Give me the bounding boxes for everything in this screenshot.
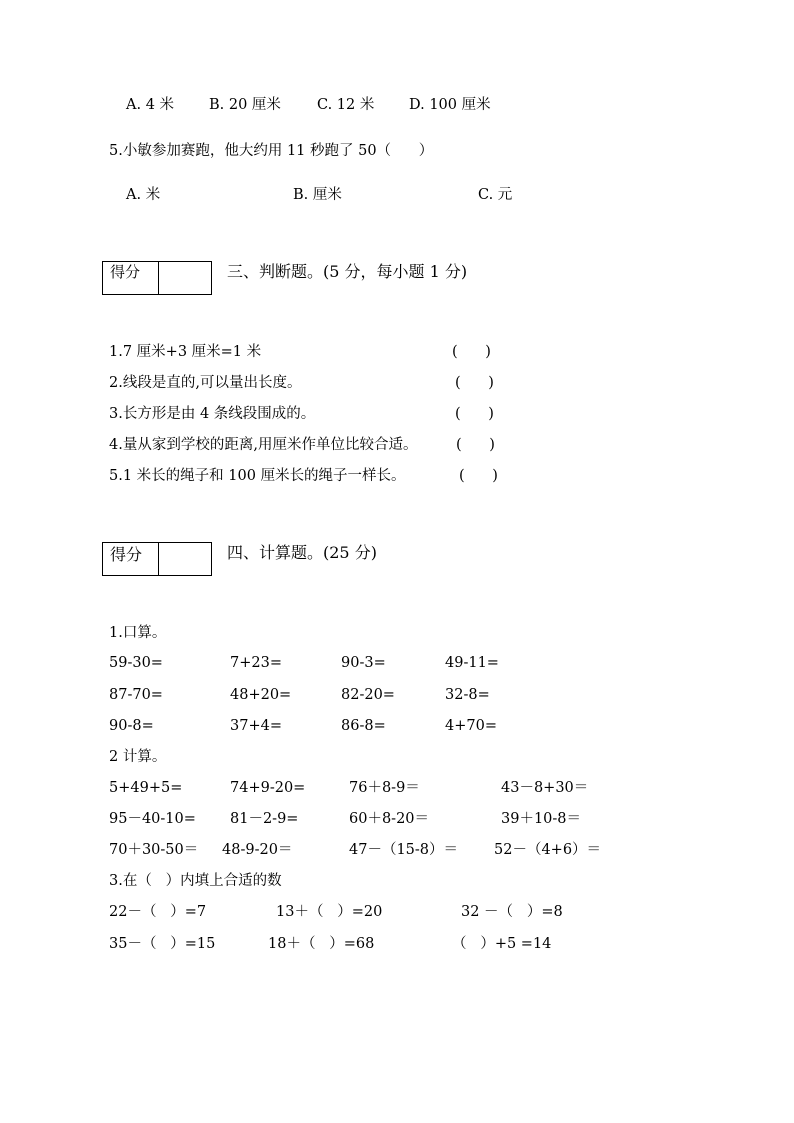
oral-calc-item: 7+23= xyxy=(230,655,282,671)
q4-option-b: B. 20 厘米 xyxy=(209,97,281,113)
judge-blank-3: ( ) xyxy=(455,406,494,422)
oral-calc-item: 37+4= xyxy=(230,718,282,734)
fill-blank-item: 22－（ ）=7 xyxy=(109,904,207,920)
q5-question: 5.小敏参加赛跑，他大约用 11 秒跑了 50（ ） xyxy=(109,143,434,159)
calc-item: 95－40-10= xyxy=(109,811,196,827)
oral-calc-item: 49-11= xyxy=(445,655,499,671)
score-cell xyxy=(159,543,211,575)
fill-blank-item: 32 －（ ）=8 xyxy=(461,904,563,920)
q5-option-c: C. 元 xyxy=(478,187,513,203)
oral-calc-item: 90-8= xyxy=(109,718,154,734)
q4-option-c: C. 12 米 xyxy=(317,97,375,113)
calc-item: 39＋10-8＝ xyxy=(501,811,582,827)
fill-blank-item: （ ）+5 =14 xyxy=(452,936,552,952)
oral-calc-item: 59-30= xyxy=(109,655,163,671)
score-label: 得分 xyxy=(103,543,159,575)
oral-calc-item: 82-20= xyxy=(341,687,395,703)
oral-calc-item: 32-8= xyxy=(445,687,490,703)
oral-calc-item: 86-8= xyxy=(341,718,386,734)
fill-blank-item: 13＋（ ）=20 xyxy=(276,904,383,920)
oral-calc-item: 87-70= xyxy=(109,687,163,703)
calc-item: 43－8+30＝ xyxy=(501,780,589,796)
judge-blank-4: ( ) xyxy=(456,437,495,453)
calc-item: 60＋8-20＝ xyxy=(349,811,430,827)
judge-blank-5: ( ) xyxy=(459,468,498,484)
oral-calc-item: 4+70= xyxy=(445,718,497,734)
calc-item: 47－（15-8）＝ xyxy=(349,842,459,858)
calc-item: 81－2-9= xyxy=(230,811,299,827)
calc-item: 52－（4+6）＝ xyxy=(494,842,602,858)
score-cell xyxy=(159,262,211,294)
score-box-section3 xyxy=(102,261,212,295)
section3-title: 三、判断题。(5 分，每小题 1 分) xyxy=(227,262,468,281)
fill-blank-item: 18＋（ ）=68 xyxy=(268,936,375,952)
q4-option-a: A. 4 米 xyxy=(126,97,175,113)
judge-blank-1: ( ) xyxy=(452,344,491,360)
section4-title: 四、计算题。(25 分) xyxy=(227,543,377,562)
part3-heading: 3.在（ ）内填上合适的数 xyxy=(109,873,282,889)
part1-heading: 1.口算。 xyxy=(109,625,167,641)
judge-item-5: 5.1 米长的绳子和 100 厘米长的绳子一样长。 xyxy=(109,468,406,484)
score-label: 得分 xyxy=(103,262,159,294)
q5-option-b: B. 厘米 xyxy=(293,187,342,203)
fill-blank-item: 35－（ ）=15 xyxy=(109,936,216,952)
calc-item: 74+9-20= xyxy=(230,780,306,796)
calc-item: 70＋30-50＝ xyxy=(109,842,199,858)
judge-item-4: 4.量从家到学校的距离,用厘米作单位比较合适。 xyxy=(109,437,418,453)
judge-item-3: 3.长方形是由 4 条线段围成的。 xyxy=(109,406,316,422)
score-box-section4 xyxy=(102,542,212,576)
calc-item: 76＋8-9＝ xyxy=(349,780,420,796)
judge-item-1: 1.7 厘米+3 厘米=1 米 xyxy=(109,344,262,360)
q5-option-a: A. 米 xyxy=(126,187,161,203)
judge-item-2: 2.线段是直的,可以量出长度。 xyxy=(109,375,302,391)
oral-calc-item: 48+20= xyxy=(230,687,292,703)
part2-heading: 2 计算。 xyxy=(109,749,167,765)
q4-option-d: D. 100 厘米 xyxy=(409,97,491,113)
judge-blank-2: ( ) xyxy=(455,375,494,391)
oral-calc-item: 90-3= xyxy=(341,655,386,671)
calc-item: 48-9-20＝ xyxy=(222,842,293,858)
calc-item: 5+49+5= xyxy=(109,780,183,796)
